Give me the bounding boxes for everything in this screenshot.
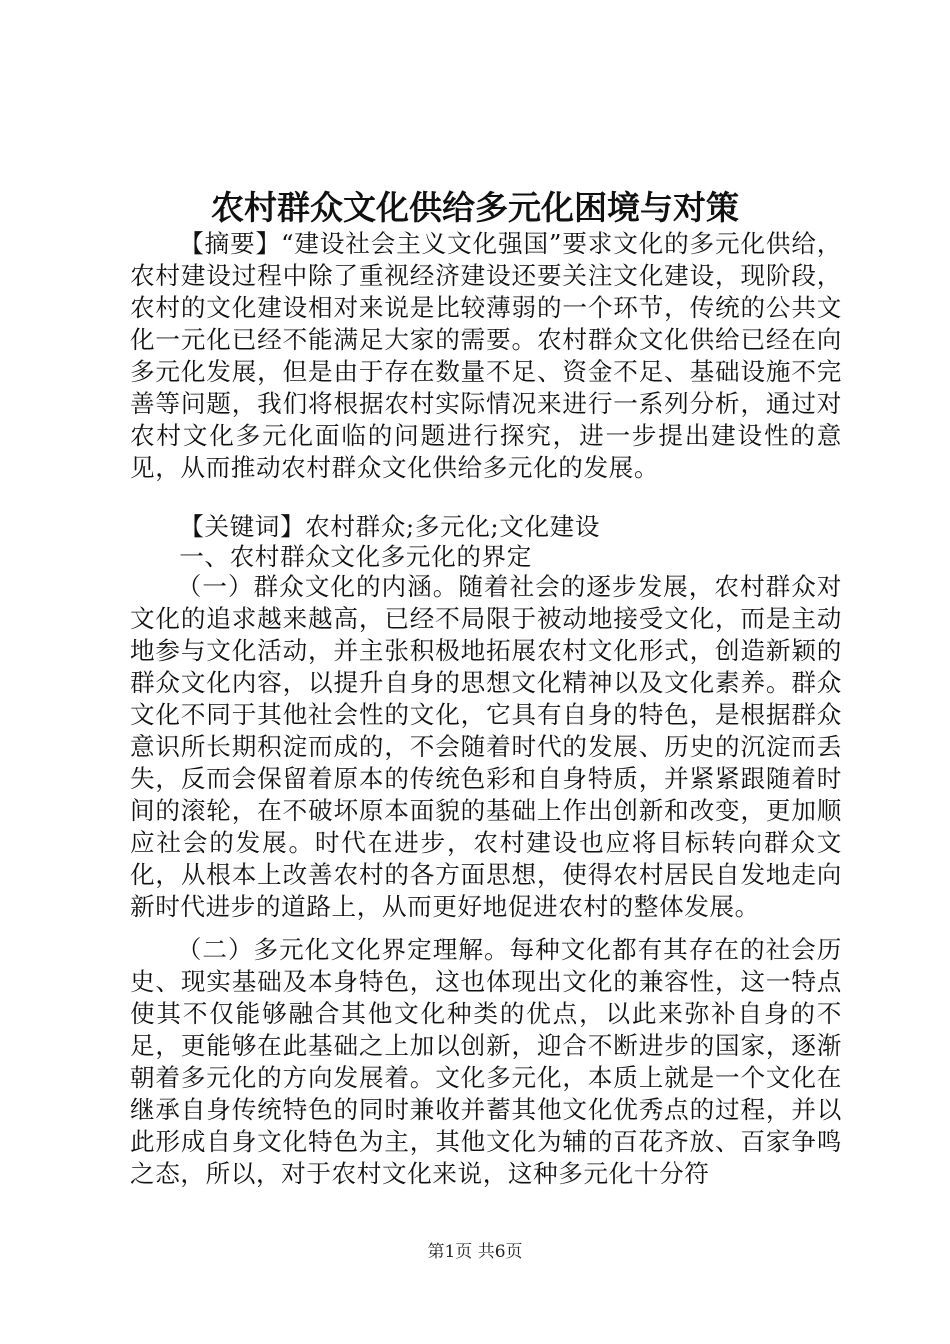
keywords-line: 【关键词】农村群众;多元化;文化建设 bbox=[179, 512, 601, 541]
document-title: 农村群众文化供给多元化困境与对策 bbox=[211, 188, 739, 227]
section-heading: 一、农村群众文化多元化的界定 bbox=[179, 542, 532, 571]
abstract-paragraph: 【摘要】“建设社会主义文化强国”要求文化的多元化供给，农村建设过程中除了重视经济建设还要关注文化建设，现阶段，农村的文化建设相对来说是比较薄弱的一个环节，传统的公共文化一元化已经不能满足大家的需要。农村群众文化供给已经在向多元化发展，但是由于存在数量不足、资金不足、基础设施不完善等问题，我们将根据农村实际情况来进行一系列分析，通过对农村文化多元化面临的问题进行探究，进一步提出建设性的意见，从而推动农村群众文化供给多元化的发展。 bbox=[130, 229, 842, 482]
page-footer: 第1页 共6页 bbox=[427, 1242, 523, 1262]
body-paragraph-2: （二）多元化文化界定理解。每种文化都有其存在的社会历史、现实基础及本身特色，这也体现出文化的兼容性，这一特点使其不仅能够融合其他文化种类的优点，以此来弥补自身的不足，更能够在此基础之上加以创新，迎合不断进步的国家，逐渐朝着多元化的方向发展着。文化多元化，本质上就是一个文化在继承自身传统特色的同时兼收并蓄其他文化优秀点的过程，并以此形成自身文化特色为主，其他文化为辅的百花齐放、百家争鸣之态，所以，对于农村文化来说，这种多元化十分符 bbox=[130, 935, 842, 1188]
body-paragraph-1: （一）群众文化的内涵。随着社会的逐步发展，农村群众对文化的追求越来越高，已经不局限于被动地接受文化，而是主动地参与文化活动，并主张积极地拓展农村文化形式，创造新颖的群众文化内容，以提升自身的思想文化精神以及文化素养。群众文化不同于其他社会性的文化，它具有自身的特色，是根据群众意识所长期积淀而成的，不会随着时代的发展、历史的沉淀而丢失，反而会保留着原本的传统色彩和自身特质，并紧紧跟随着时间的滚轮，在不破坏原本面貌的基础上作出创新和改变，更加顺应社会的发展。时代在进步，农村建设也应将目标转向群众文化，从根本上改善农村的各方面思想，使得农村居民自发地走向新时代进步的道路上，从而更好地促进农村的整体发展。 bbox=[130, 572, 842, 921]
